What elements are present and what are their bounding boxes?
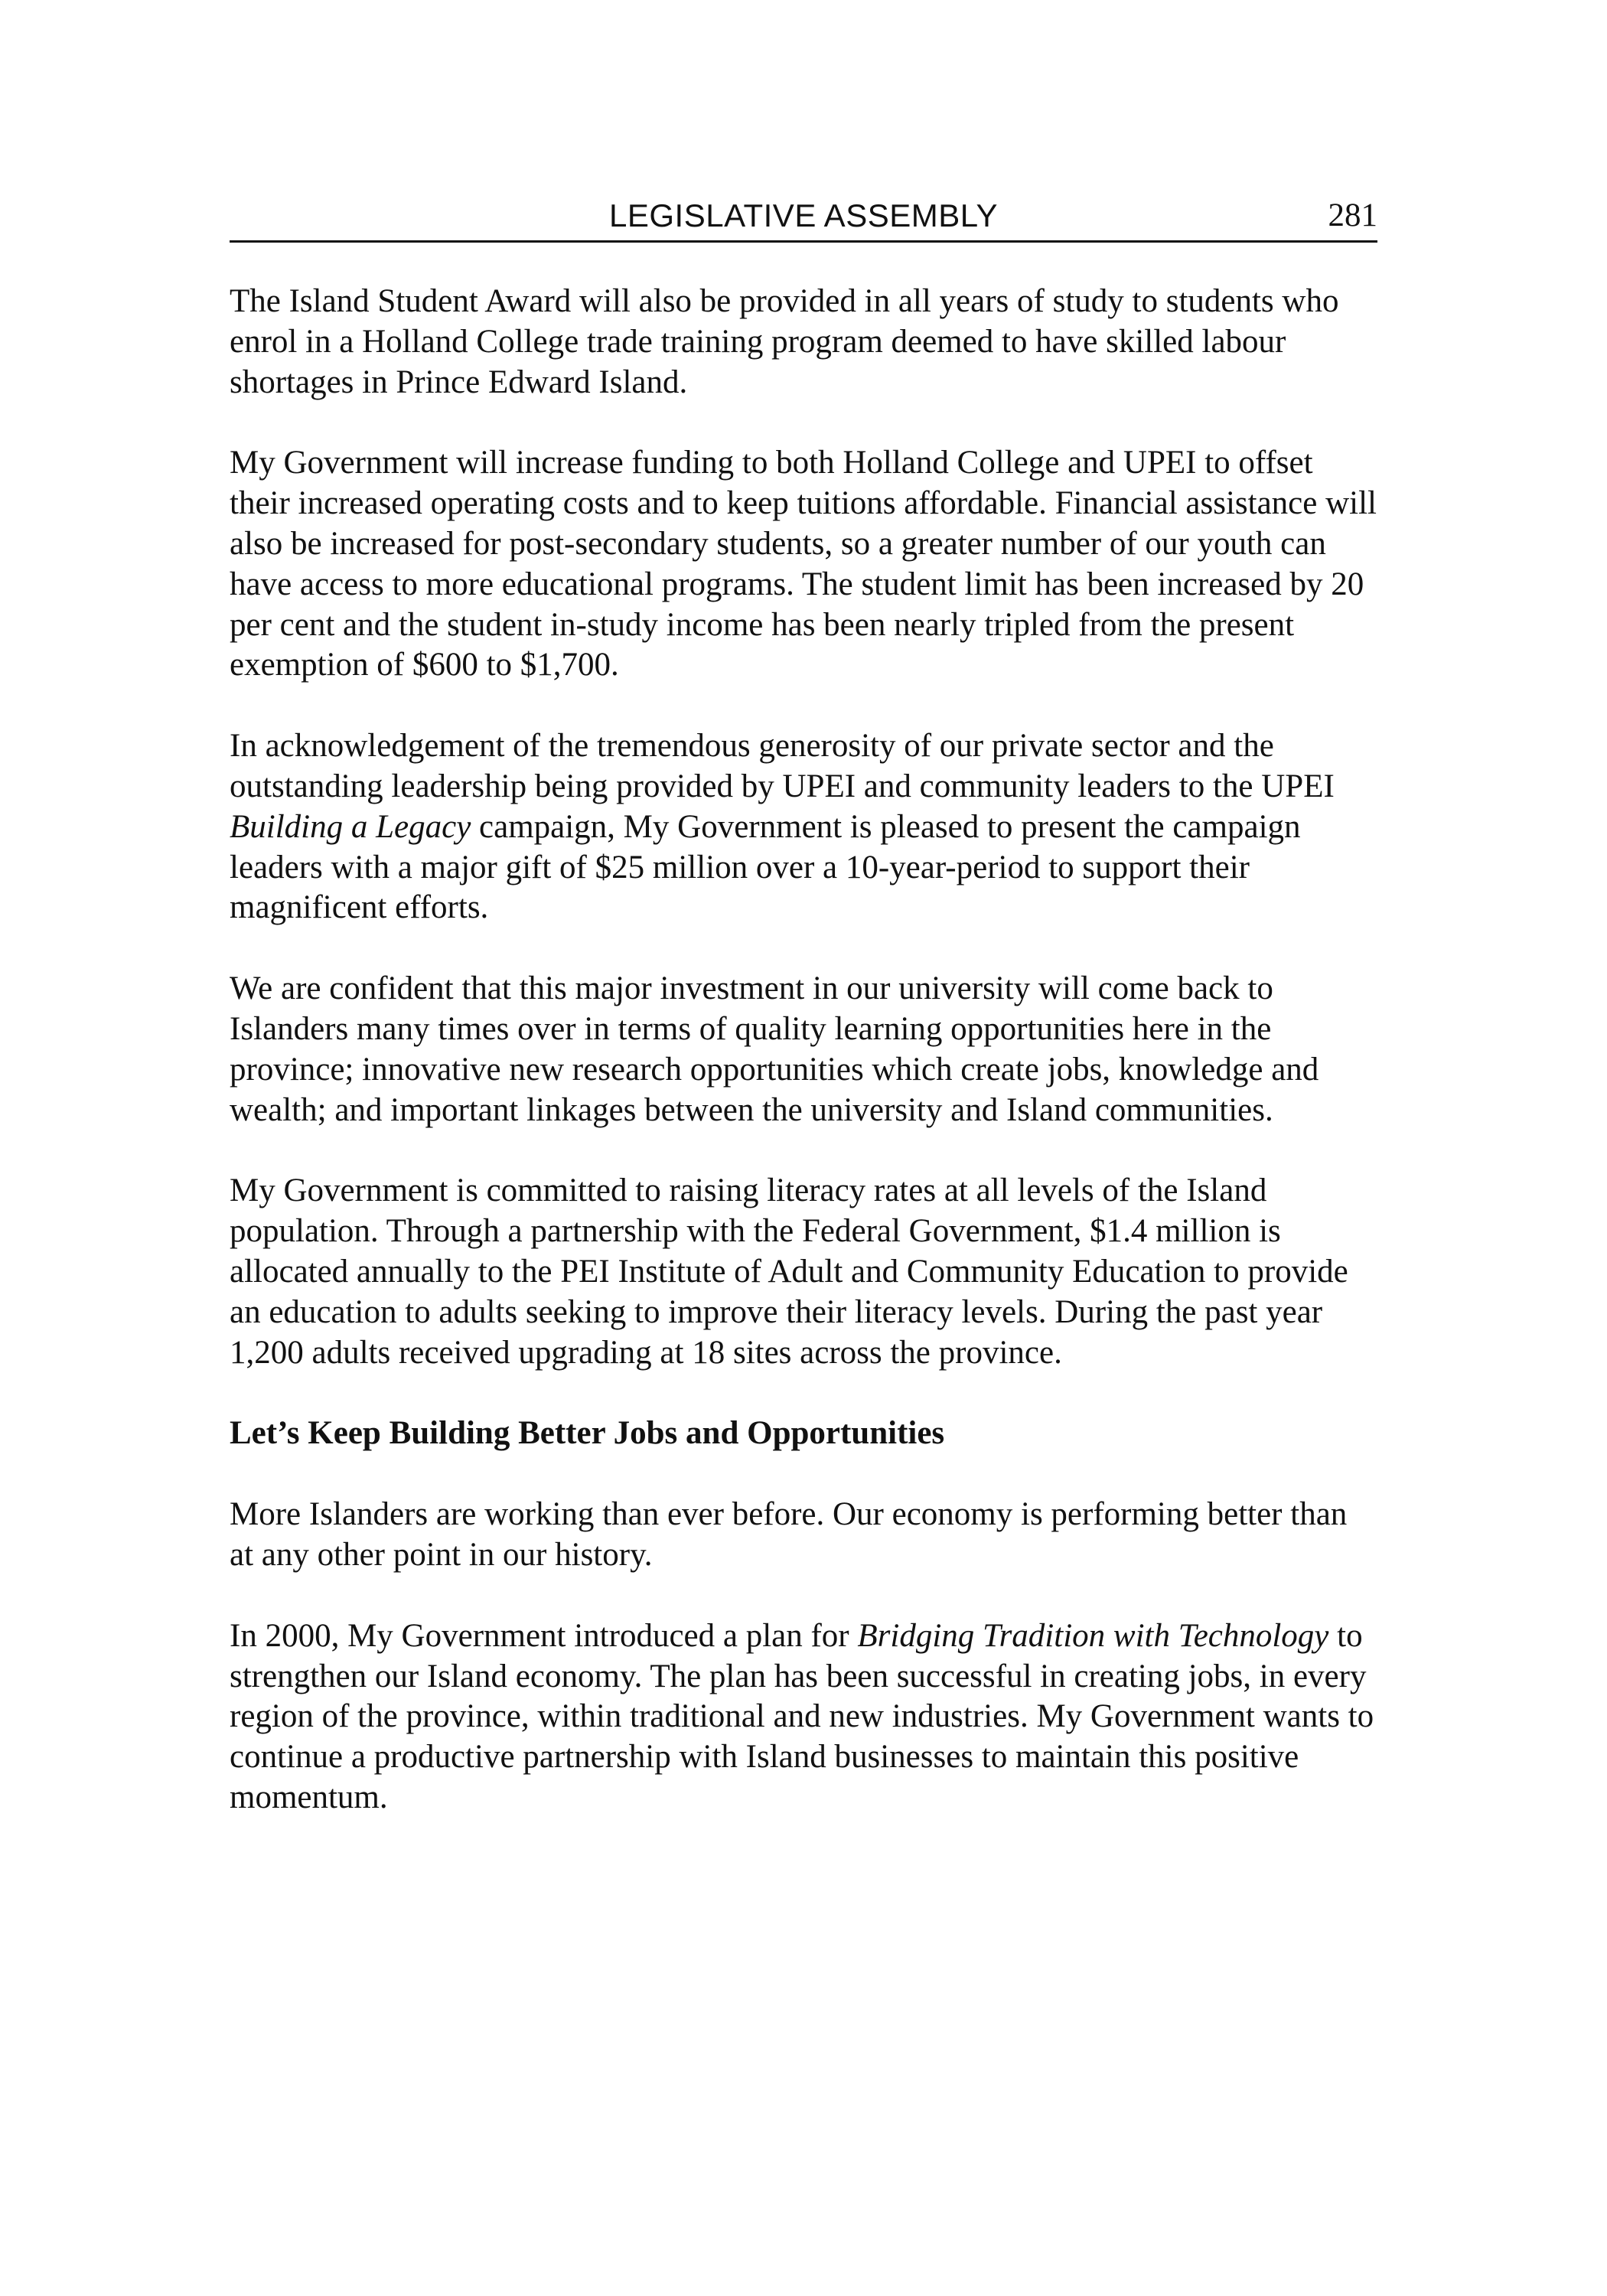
paragraph-bridging-before: In 2000, My Government introduced a plan for <box>230 1617 858 1654</box>
running-header <box>230 194 1377 243</box>
paragraph-literacy: My Government is committed to raising literacy rates at all levels of the Island population. Through a partnership with the Federal Government, $1.4 million is allocated annually to the PEI Institute of Adult and Community Education to provide an education to adults seeking to improve their literacy levels. During the past year 1,200 adults received upgrading at 18 sites across the province. <box>230 1172 1348 1371</box>
paragraph-legacy-campaign <box>230 726 1377 928</box>
section-heading: Let’s Keep Building Better Jobs and Opportunities <box>230 1415 945 1452</box>
header-title: LEGISLATIVE ASSEMBLY <box>609 197 998 233</box>
paragraph-legacy-after: campaign, My Government is pleased to present the campaign leaders with a major gift of $25 million over a 10-year-period to support their magnificent efforts. <box>230 808 1301 926</box>
paragraph-funding: My Government will increase funding to both Holland College and UPEI to offset their increased operating costs and to keep tuitions affordable. Financial assistance will also be increased for post-secondary students, so a greater number of our youth can have access to more educational programs. The student limit has been increased by 20 per cent and the student in-study income has been nearly tripled from the present exemption of $600 to $1,700. <box>230 445 1377 683</box>
paragraph-student-award: The Island Student Award will also be provided in all years of study to students who enrol in a Holland College trade training program deemed to have skilled labour shortages in Prince Edward Island. <box>230 283 1339 400</box>
paragraph-bridging-plan <box>230 1616 1377 1818</box>
plan-name: Bridging Tradition with Technology <box>857 1617 1329 1654</box>
campaign-name: Building a Legacy <box>230 808 471 845</box>
document-page <box>230 0 1377 2296</box>
paragraph-bridging-after: to strengthen our Island economy. The plan has been successful in creating jobs, in every region of the province, within traditional and new industries. My Government wants to continue a productive partnership with Island businesses to maintain this positive momentum. <box>230 1617 1374 1815</box>
paragraph-economy: More Islanders are working than ever before. Our economy is performing better than at any other point in our history. <box>230 1496 1348 1573</box>
paragraph-university-investment: We are confident that this major investment in our university will come back to Islanders many times over in terms of quality learning opportunities here in the province; innovative new research opportunities which create jobs, knowledge and wealth; and important linkages between the university and Island communities. <box>230 970 1319 1128</box>
body-text <box>230 282 1377 1859</box>
page-number: 281 <box>1328 197 1377 233</box>
paragraph-legacy-before: In acknowledgement of the tremendous generosity of our private sector and the outstanding leadership being provided by UPEI and community leaders to the UPEI <box>230 728 1335 804</box>
